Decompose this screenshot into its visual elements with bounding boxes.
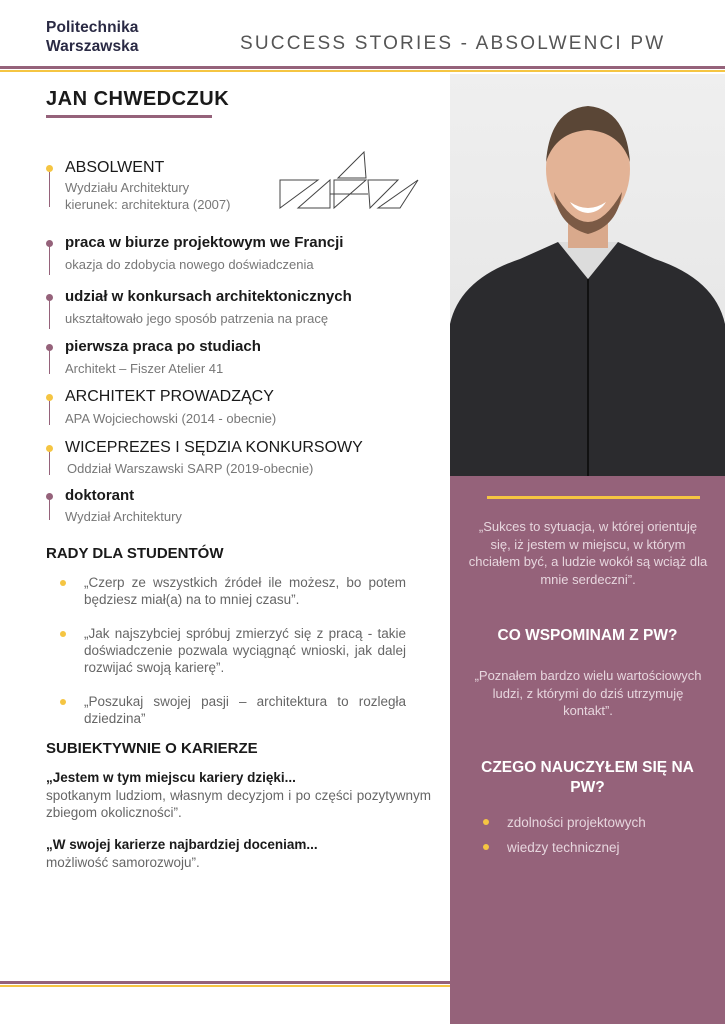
portrait-illustration xyxy=(450,74,725,476)
timeline-dot xyxy=(46,240,53,247)
bottom-divider-yellow xyxy=(0,985,450,987)
timeline-item-sub: ukształtowało jego sposób patrzenia na pracę xyxy=(65,311,329,326)
career-question: „W swojej karierze najbardziej doceniam... xyxy=(46,837,318,852)
logo-line-2: Warszawska xyxy=(46,38,139,55)
top-divider-yellow xyxy=(0,70,725,72)
timeline-dot xyxy=(46,165,53,172)
timeline-item-title: ABSOLWENT xyxy=(65,159,165,176)
timeline-dot xyxy=(46,493,53,500)
timeline-dot xyxy=(46,445,53,452)
quotes-panel xyxy=(450,476,725,1024)
timeline-dot xyxy=(46,294,53,301)
timeline-item-title: doktorant xyxy=(65,487,135,504)
timeline-item-sub: Wydział Architektury xyxy=(65,509,182,524)
timeline-item-title: praca w biurze projektowym we Francji xyxy=(65,234,344,251)
list-item: „Jak najszybciej spróbuj zmierzyć się z pracą - takie doświadczenie pozwala wyciągnąć wnioski, jak dalej rozwijać swoją karierę”. xyxy=(58,625,406,676)
memories-heading: CO WSPOMINAM Z PW? xyxy=(497,627,678,644)
person-name: JAN CHWEDCZUK xyxy=(46,88,230,110)
timeline-item-sub: Architekt – Fiszer Atelier 41 xyxy=(65,361,224,376)
timeline-connector xyxy=(49,172,50,207)
panel-divider xyxy=(487,496,700,499)
career-answer: możliwość samorozwoju”. xyxy=(46,855,200,870)
list-item: zdolności projektowych xyxy=(480,810,646,835)
advice-heading: RADY DLA STUDENTÓW xyxy=(46,545,224,562)
timeline-item-sub: APA Wojciechowski (2014 - obecnie) xyxy=(65,411,277,426)
timeline-connector xyxy=(49,498,50,520)
timeline-item-sub: Wydziału Architektury xyxy=(65,180,190,195)
timeline-item-sub: okazja do zdobycia nowego doświadczenia xyxy=(65,257,314,272)
bottom-divider-purple xyxy=(0,981,450,984)
timeline-item-title: pierwsza praca po studiach xyxy=(65,338,261,355)
name-underline xyxy=(46,115,212,118)
timeline-dot xyxy=(46,344,53,351)
learned-list xyxy=(480,810,646,860)
logo-line-1: Politechnika xyxy=(46,19,139,36)
top-divider-purple xyxy=(0,66,725,69)
timeline-connector xyxy=(49,349,50,374)
list-item: wiedzy technicznej xyxy=(480,835,646,860)
career-heading: SUBIEKTYWNIE O KARIERZE xyxy=(46,740,258,757)
learned-heading: CZEGO NAUCZYŁEM SIĘ NA PW? xyxy=(481,759,694,796)
timeline-connector xyxy=(49,398,50,425)
timeline-item-sub: Oddział Warszawski SARP (2019-obecnie) xyxy=(67,461,314,476)
page-header-title: SUCCESS STORIES - ABSOLWENCI PW xyxy=(240,33,666,54)
timeline-dot xyxy=(46,394,53,401)
university-logo xyxy=(46,18,139,56)
timeline-connector xyxy=(49,245,50,275)
list-item: „Poszukaj swojej pasji – architektura to rozległa dziedzina” xyxy=(58,693,406,727)
success-quote: „Sukces to sytuacja, w której orientuję się, iż jestem w miejscu, w którym chciałem być, a ludzie wokół są wciąż dla mnie serdeczni”. xyxy=(468,519,708,587)
advice-list xyxy=(58,574,406,744)
career-answer: spotkanym ludziom, własnym decyzjom i po części pozytywnym zbiegom okoliczności”. xyxy=(46,788,431,820)
memories-quote: „Poznałem bardzo wielu wartościowych ludzi, z którymi do dziś utrzymuję kontakt”. xyxy=(474,668,702,718)
career-question: „Jestem w tym miejscu kariery dzięki... xyxy=(46,770,296,785)
timeline-item-title: ARCHITEKT PROWADZĄCY xyxy=(65,388,274,405)
pw-logo-graphic xyxy=(278,150,420,212)
timeline-item-sub: kierunek: architektura (2007) xyxy=(65,197,231,212)
timeline-item-title: WICEPREZES I SĘDZIA KONKURSOWY xyxy=(65,439,363,456)
list-item: „Czerp ze wszystkich źródeł ile możesz, bo potem będziesz miał(a) na to mniej czasu”. xyxy=(58,574,406,608)
timeline-item-title: udział w konkursach architektonicznych xyxy=(65,288,352,305)
portrait-photo xyxy=(450,74,725,476)
timeline-connector xyxy=(49,450,50,475)
timeline-connector xyxy=(49,299,50,329)
